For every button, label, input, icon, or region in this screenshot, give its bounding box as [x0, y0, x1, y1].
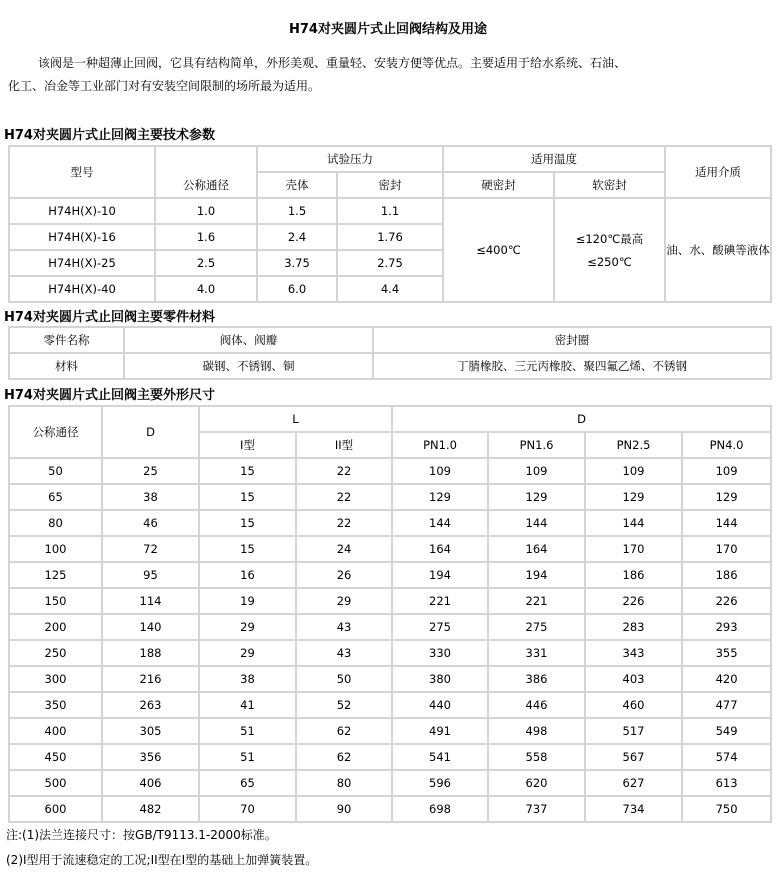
cell: 碳钢、不锈钢、铜: [124, 353, 373, 379]
cell: 386: [488, 666, 585, 692]
cell: 170: [682, 536, 771, 562]
cell: 140: [102, 614, 199, 640]
cell: 1.1: [337, 198, 443, 224]
cell: 331: [488, 640, 585, 666]
cell: 226: [585, 588, 682, 614]
cell: H74H(X)-40: [9, 276, 155, 302]
header-pn25: PN2.5: [585, 432, 682, 458]
cell: 29: [199, 614, 296, 640]
header-shell: 壳体: [257, 172, 337, 198]
cell: H74H(X)-10: [9, 198, 155, 224]
tech-table: [8, 145, 772, 303]
table-row: [9, 744, 771, 770]
cell: 355: [682, 640, 771, 666]
cell: 50: [9, 458, 102, 484]
cell: 403: [585, 666, 682, 692]
cell: 1.0: [155, 198, 257, 224]
cell: 350: [9, 692, 102, 718]
intro-line-1: 该阀是一种超薄止回阀，它具有结构简单，外形美观、重量轻、安装方便等优点。主要适用于给水系统、石油、: [38, 56, 627, 70]
cell: 541: [392, 744, 488, 770]
table-row: [9, 484, 771, 510]
header-pn16: PN1.6: [488, 432, 585, 458]
cell: 16: [199, 562, 296, 588]
cell: 4.4: [337, 276, 443, 302]
cell: 62: [296, 718, 392, 744]
cell: 29: [199, 640, 296, 666]
parts-heading: H74对夹圆片式止回阀主要零件材料: [4, 310, 215, 325]
cell: 丁腈橡胶、三元丙橡胶、聚四氟乙烯、不锈钢: [373, 353, 771, 379]
cell: 737: [488, 796, 585, 822]
cell: 129: [682, 484, 771, 510]
cell: 65: [9, 484, 102, 510]
header-pressure: 试验压力: [257, 146, 443, 172]
table-row: [9, 718, 771, 744]
cell: 1.6: [155, 224, 257, 250]
cell: 221: [392, 588, 488, 614]
header-hard: 硬密封: [443, 172, 554, 198]
cell: 密封圈: [373, 327, 771, 353]
cell: 596: [392, 770, 488, 796]
header-type1: I型: [199, 432, 296, 458]
cell: 50: [296, 666, 392, 692]
cell: 380: [392, 666, 488, 692]
table-row: [9, 510, 771, 536]
header-l: L: [199, 406, 392, 432]
table-row: [9, 640, 771, 666]
cell: 43: [296, 640, 392, 666]
header-pn40: PN4.0: [682, 432, 771, 458]
cell: 263: [102, 692, 199, 718]
cell: 150: [9, 588, 102, 614]
cell: 226: [682, 588, 771, 614]
cell: 46: [102, 510, 199, 536]
cell: 70: [199, 796, 296, 822]
soft-temp-1: ≤120℃最高: [575, 232, 644, 246]
cell: 477: [682, 692, 771, 718]
cell: 109: [488, 458, 585, 484]
cell: 164: [392, 536, 488, 562]
page-title: H74对夹圆片式止回阀结构及用途: [289, 22, 487, 37]
table-row: [9, 536, 771, 562]
cell: 100: [9, 536, 102, 562]
cell: 38: [102, 484, 199, 510]
cell: 734: [585, 796, 682, 822]
cell: 194: [488, 562, 585, 588]
cell: 6.0: [257, 276, 337, 302]
cell: 2.5: [155, 250, 257, 276]
table-row: [9, 666, 771, 692]
cell: 517: [585, 718, 682, 744]
cell: 144: [488, 510, 585, 536]
cell: 19: [199, 588, 296, 614]
cell: 558: [488, 744, 585, 770]
cell: 627: [585, 770, 682, 796]
table-row: [9, 692, 771, 718]
cell: 698: [392, 796, 488, 822]
cell: 129: [392, 484, 488, 510]
medium: 油、水、酸碘等液体: [665, 198, 771, 302]
cell: 549: [682, 718, 771, 744]
cell: 15: [199, 458, 296, 484]
cell: 52: [296, 692, 392, 718]
header-d-flange: D: [392, 406, 771, 432]
cell: 材料: [9, 353, 124, 379]
table-row: [9, 458, 771, 484]
cell: 186: [682, 562, 771, 588]
cell: 750: [682, 796, 771, 822]
cell: 24: [296, 536, 392, 562]
cell: 283: [585, 614, 682, 640]
cell: 2.4: [257, 224, 337, 250]
cell: 62: [296, 744, 392, 770]
cell: 26: [296, 562, 392, 588]
cell: 343: [585, 640, 682, 666]
cell: 500: [9, 770, 102, 796]
cell: 186: [585, 562, 682, 588]
cell: 440: [392, 692, 488, 718]
cell: 65: [199, 770, 296, 796]
intro-line-2: 化工、冶金等工业部门对有安装空间限制的场所最为适用。: [8, 79, 321, 93]
cell: 450: [9, 744, 102, 770]
cell: 51: [199, 718, 296, 744]
cell: 38: [199, 666, 296, 692]
cell: 29: [296, 588, 392, 614]
table-row: [9, 588, 771, 614]
soft-temp-2: ≤250℃: [587, 255, 632, 269]
header-soft: 软密封: [554, 172, 665, 198]
cell: 15: [199, 510, 296, 536]
cell: H74H(X)-16: [9, 224, 155, 250]
dims-table: [8, 405, 772, 823]
cell: 2.75: [337, 250, 443, 276]
cell: 4.0: [155, 276, 257, 302]
header-type2: II型: [296, 432, 392, 458]
cell: 125: [9, 562, 102, 588]
cell: 620: [488, 770, 585, 796]
note-2: (2)I型用于流速稳定的工况;II型在I型的基础上加弹簧装置。: [6, 853, 318, 867]
cell: 144: [585, 510, 682, 536]
cell: 51: [199, 744, 296, 770]
cell: 406: [102, 770, 199, 796]
cell: 216: [102, 666, 199, 692]
cell: 阀体、阀瓣: [124, 327, 373, 353]
cell: 41: [199, 692, 296, 718]
cell: 15: [199, 536, 296, 562]
cell: 460: [585, 692, 682, 718]
cell: 22: [296, 510, 392, 536]
cell: 200: [9, 614, 102, 640]
cell: 22: [296, 458, 392, 484]
header-dn: 公称通径: [9, 406, 102, 458]
cell: 400: [9, 718, 102, 744]
parts-table: [8, 326, 772, 380]
cell: 613: [682, 770, 771, 796]
cell: 275: [488, 614, 585, 640]
cell: 482: [102, 796, 199, 822]
cell: 15: [199, 484, 296, 510]
header-d: D: [102, 406, 199, 458]
cell: 1.5: [257, 198, 337, 224]
cell: 330: [392, 640, 488, 666]
cell: 144: [682, 510, 771, 536]
cell: 600: [9, 796, 102, 822]
header-temp: 适用温度: [443, 146, 665, 172]
soft-temp: [554, 198, 665, 302]
cell: 22: [296, 484, 392, 510]
cell: 95: [102, 562, 199, 588]
cell: 491: [392, 718, 488, 744]
cell: 221: [488, 588, 585, 614]
cell: 275: [392, 614, 488, 640]
cell: 3.75: [257, 250, 337, 276]
cell: 109: [585, 458, 682, 484]
header-pn10: PN1.0: [392, 432, 488, 458]
cell: 356: [102, 744, 199, 770]
cell: 574: [682, 744, 771, 770]
cell: 25: [102, 458, 199, 484]
cell: 305: [102, 718, 199, 744]
cell: 129: [488, 484, 585, 510]
cell: 194: [392, 562, 488, 588]
cell: 109: [392, 458, 488, 484]
header-dn: 公称通径: [155, 146, 257, 198]
cell: 420: [682, 666, 771, 692]
table-row: [9, 796, 771, 822]
cell: 109: [682, 458, 771, 484]
cell: 188: [102, 640, 199, 666]
cell: 446: [488, 692, 585, 718]
hard-temp: ≤400℃: [443, 198, 554, 302]
cell: 293: [682, 614, 771, 640]
table-row: [9, 562, 771, 588]
cell: 90: [296, 796, 392, 822]
header-medium: 适用介质: [665, 146, 771, 198]
cell: 43: [296, 614, 392, 640]
header-model: 型号: [9, 146, 155, 198]
table-row: [9, 614, 771, 640]
cell: 164: [488, 536, 585, 562]
note-1: 注:(1)法兰连接尺寸：按GB/T9113.1-2000标准。: [6, 828, 277, 842]
cell: 80: [9, 510, 102, 536]
cell: 1.76: [337, 224, 443, 250]
cell: 250: [9, 640, 102, 666]
cell: 129: [585, 484, 682, 510]
cell: 114: [102, 588, 199, 614]
cell: 300: [9, 666, 102, 692]
header-seal: 密封: [337, 172, 443, 198]
tech-heading: H74对夹圆片式止回阀主要技术参数: [4, 128, 215, 143]
cell: 零件名称: [9, 327, 124, 353]
cell: 498: [488, 718, 585, 744]
cell: 144: [392, 510, 488, 536]
cell: 567: [585, 744, 682, 770]
cell: H74H(X)-25: [9, 250, 155, 276]
table-row: [9, 770, 771, 796]
cell: 72: [102, 536, 199, 562]
cell: 170: [585, 536, 682, 562]
dims-heading: H74对夹圆片式止回阀主要外形尺寸: [4, 388, 215, 403]
cell: 80: [296, 770, 392, 796]
